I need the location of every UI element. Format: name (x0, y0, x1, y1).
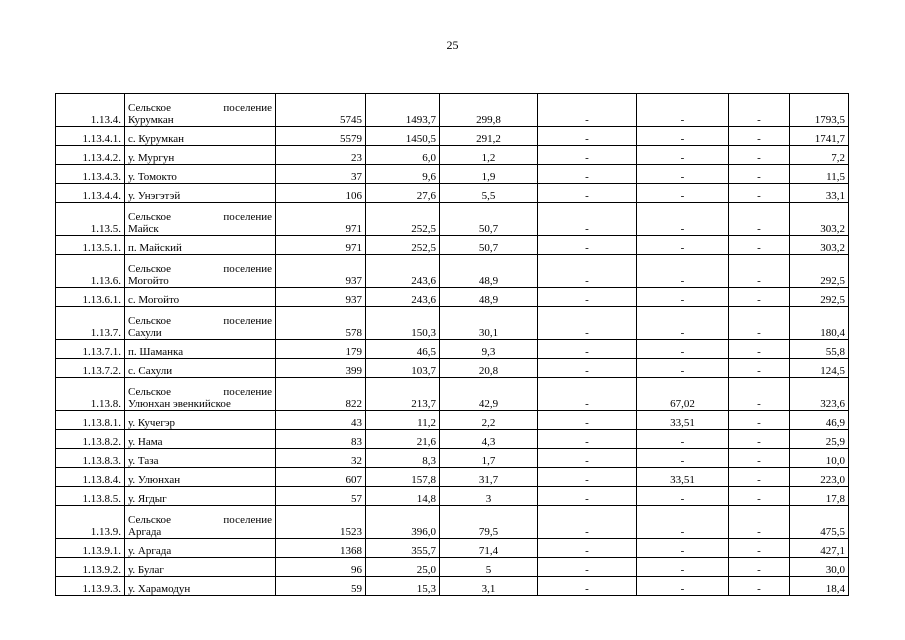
value-cell-4: - (637, 558, 729, 577)
value-cell-2: 291,2 (440, 127, 538, 146)
settlement-name-word: поселение (223, 102, 272, 114)
population-cell: 607 (276, 468, 366, 487)
settlement-name-word: поселение (223, 263, 272, 275)
value-cell-1: 396,0 (366, 506, 440, 539)
population-cell: 5745 (276, 94, 366, 127)
value-cell-1: 103,7 (366, 359, 440, 378)
settlement-name: у. Нама (125, 430, 276, 449)
table-row (56, 203, 849, 236)
table-row (56, 577, 849, 596)
table-row (56, 94, 849, 127)
table-row (56, 236, 849, 255)
value-cell-3: - (538, 411, 637, 430)
total-cell: 475,5 (790, 506, 849, 539)
value-cell-4: - (637, 539, 729, 558)
settlement-name: с. Курумкан (125, 127, 276, 146)
total-cell: 30,0 (790, 558, 849, 577)
population-cell: 179 (276, 340, 366, 359)
value-cell-3: - (538, 255, 637, 288)
value-cell-3: - (538, 558, 637, 577)
population-cell: 971 (276, 236, 366, 255)
row-code: 1.13.4.4. (56, 184, 125, 203)
value-cell-4: 33,51 (637, 411, 729, 430)
value-cell-2: 3,1 (440, 577, 538, 596)
settlement-name-word: поселение (223, 386, 272, 398)
value-cell-2: 31,7 (440, 468, 538, 487)
row-code: 1.13.8. (56, 378, 125, 411)
table-row (56, 340, 849, 359)
settlement-name: у. Аргада (125, 539, 276, 558)
total-cell: 303,2 (790, 203, 849, 236)
value-cell-5: - (729, 255, 790, 288)
value-cell-5: - (729, 288, 790, 307)
value-cell-3: - (538, 359, 637, 378)
total-cell: 55,8 (790, 340, 849, 359)
value-cell-1: 27,6 (366, 184, 440, 203)
settlement-name-word: Сельское (128, 211, 172, 223)
settlement-name: у. Булаг (125, 558, 276, 577)
value-cell-1: 252,5 (366, 203, 440, 236)
population-cell: 43 (276, 411, 366, 430)
value-cell-3: - (538, 94, 637, 127)
population-cell: 37 (276, 165, 366, 184)
value-cell-4: - (637, 165, 729, 184)
value-cell-3: - (538, 307, 637, 340)
settlement-name (125, 506, 276, 539)
value-cell-3: - (538, 127, 637, 146)
settlement-name: п. Шаманка (125, 340, 276, 359)
population-cell: 23 (276, 146, 366, 165)
value-cell-3: - (538, 430, 637, 449)
value-cell-3: - (538, 288, 637, 307)
settlement-name-word: Сельское (128, 386, 172, 398)
value-cell-1: 252,5 (366, 236, 440, 255)
value-cell-4: - (637, 288, 729, 307)
value-cell-1: 9,6 (366, 165, 440, 184)
population-cell: 1368 (276, 539, 366, 558)
value-cell-4: - (637, 359, 729, 378)
value-cell-3: - (538, 539, 637, 558)
settlement-name: у. Унэгэтэй (125, 184, 276, 203)
value-cell-2: 42,9 (440, 378, 538, 411)
row-code: 1.13.8.3. (56, 449, 125, 468)
value-cell-5: - (729, 307, 790, 340)
value-cell-5: - (729, 577, 790, 596)
total-cell: 33,1 (790, 184, 849, 203)
value-cell-3: - (538, 203, 637, 236)
row-code: 1.13.7.2. (56, 359, 125, 378)
population-cell: 96 (276, 558, 366, 577)
table-row (56, 487, 849, 506)
value-cell-2: 30,1 (440, 307, 538, 340)
value-cell-4: - (637, 577, 729, 596)
value-cell-2: 1,2 (440, 146, 538, 165)
total-cell: 10,0 (790, 449, 849, 468)
population-cell: 578 (276, 307, 366, 340)
total-cell: 292,5 (790, 255, 849, 288)
table-row (56, 449, 849, 468)
value-cell-2: 1,9 (440, 165, 538, 184)
value-cell-1: 1493,7 (366, 94, 440, 127)
settlement-name-line2: Курумкан (128, 114, 174, 126)
population-cell: 59 (276, 577, 366, 596)
row-code: 1.13.6. (56, 255, 125, 288)
value-cell-4: - (637, 430, 729, 449)
value-cell-1: 14,8 (366, 487, 440, 506)
value-cell-3: - (538, 340, 637, 359)
table-row (56, 411, 849, 430)
value-cell-4: 67,02 (637, 378, 729, 411)
row-code: 1.13.4. (56, 94, 125, 127)
settlement-name: с. Сахули (125, 359, 276, 378)
settlement-name (125, 307, 276, 340)
value-cell-5: - (729, 184, 790, 203)
table-row (56, 307, 849, 340)
value-cell-5: - (729, 378, 790, 411)
value-cell-2: 50,7 (440, 203, 538, 236)
value-cell-5: - (729, 487, 790, 506)
value-cell-3: - (538, 468, 637, 487)
value-cell-4: - (637, 506, 729, 539)
table-row (56, 288, 849, 307)
value-cell-2: 1,7 (440, 449, 538, 468)
value-cell-1: 6,0 (366, 146, 440, 165)
settlement-name-word: Сельское (128, 315, 172, 327)
value-cell-5: - (729, 94, 790, 127)
population-cell: 57 (276, 487, 366, 506)
population-cell: 106 (276, 184, 366, 203)
value-cell-3: - (538, 378, 637, 411)
table-row (56, 378, 849, 411)
value-cell-1: 243,6 (366, 288, 440, 307)
total-cell: 7,2 (790, 146, 849, 165)
settlement-name-word: поселение (223, 514, 272, 526)
value-cell-2: 20,8 (440, 359, 538, 378)
table-row (56, 165, 849, 184)
total-cell: 427,1 (790, 539, 849, 558)
population-cell: 971 (276, 203, 366, 236)
row-code: 1.13.4.2. (56, 146, 125, 165)
value-cell-5: - (729, 411, 790, 430)
total-cell: 1741,7 (790, 127, 849, 146)
table-row (56, 359, 849, 378)
settlement-name (125, 203, 276, 236)
row-code: 1.13.9. (56, 506, 125, 539)
settlement-name: у. Харамодун (125, 577, 276, 596)
settlement-name: у. Мургун (125, 146, 276, 165)
row-code: 1.13.9.3. (56, 577, 125, 596)
value-cell-1: 21,6 (366, 430, 440, 449)
population-cell: 83 (276, 430, 366, 449)
settlement-name: с. Могойто (125, 288, 276, 307)
value-cell-1: 46,5 (366, 340, 440, 359)
total-cell: 17,8 (790, 487, 849, 506)
total-cell: 223,0 (790, 468, 849, 487)
value-cell-1: 157,8 (366, 468, 440, 487)
population-cell: 937 (276, 288, 366, 307)
value-cell-4: - (637, 184, 729, 203)
settlement-name: у. Кучегэр (125, 411, 276, 430)
value-cell-4: - (637, 94, 729, 127)
settlement-name-word: Сельское (128, 263, 172, 275)
value-cell-2: 2,2 (440, 411, 538, 430)
settlement-name (125, 378, 276, 411)
settlement-name-line2: Улюнхан эвенкийское (128, 398, 231, 410)
value-cell-3: - (538, 577, 637, 596)
total-cell: 323,6 (790, 378, 849, 411)
value-cell-3: - (538, 184, 637, 203)
value-cell-2: 4,3 (440, 430, 538, 449)
total-cell: 46,9 (790, 411, 849, 430)
value-cell-1: 11,2 (366, 411, 440, 430)
value-cell-2: 71,4 (440, 539, 538, 558)
population-cell: 937 (276, 255, 366, 288)
total-cell: 292,5 (790, 288, 849, 307)
value-cell-2: 9,3 (440, 340, 538, 359)
value-cell-1: 243,6 (366, 255, 440, 288)
table-row (56, 127, 849, 146)
value-cell-5: - (729, 506, 790, 539)
value-cell-5: - (729, 165, 790, 184)
value-cell-5: - (729, 236, 790, 255)
population-cell: 1523 (276, 506, 366, 539)
settlement-name-line2: Майск (128, 223, 159, 235)
population-cell: 399 (276, 359, 366, 378)
value-cell-1: 1450,5 (366, 127, 440, 146)
settlement-table (55, 93, 849, 596)
row-code: 1.13.4.3. (56, 165, 125, 184)
value-cell-4: - (637, 255, 729, 288)
settlement-name-line2: Сахули (128, 327, 162, 339)
value-cell-4: - (637, 236, 729, 255)
settlement-name: п. Майский (125, 236, 276, 255)
settlement-name-word: Сельское (128, 514, 172, 526)
value-cell-5: - (729, 203, 790, 236)
value-cell-2: 48,9 (440, 255, 538, 288)
value-cell-5: - (729, 127, 790, 146)
value-cell-3: - (538, 236, 637, 255)
row-code: 1.13.8.2. (56, 430, 125, 449)
total-cell: 180,4 (790, 307, 849, 340)
total-cell: 124,5 (790, 359, 849, 378)
row-code: 1.13.9.1. (56, 539, 125, 558)
table-row (56, 468, 849, 487)
value-cell-5: - (729, 430, 790, 449)
value-cell-4: - (637, 307, 729, 340)
value-cell-3: - (538, 506, 637, 539)
settlement-name: у. Ягдыг (125, 487, 276, 506)
value-cell-2: 79,5 (440, 506, 538, 539)
value-cell-4: - (637, 127, 729, 146)
value-cell-5: - (729, 340, 790, 359)
value-cell-1: 15,3 (366, 577, 440, 596)
population-cell: 822 (276, 378, 366, 411)
value-cell-2: 48,9 (440, 288, 538, 307)
total-cell: 18,4 (790, 577, 849, 596)
value-cell-2: 5 (440, 558, 538, 577)
value-cell-3: - (538, 487, 637, 506)
settlement-name-word: Сельское (128, 102, 172, 114)
row-code: 1.13.9.2. (56, 558, 125, 577)
value-cell-5: - (729, 558, 790, 577)
value-cell-4: - (637, 449, 729, 468)
population-cell: 32 (276, 449, 366, 468)
row-code: 1.13.5. (56, 203, 125, 236)
value-cell-2: 5,5 (440, 184, 538, 203)
value-cell-2: 50,7 (440, 236, 538, 255)
row-code: 1.13.8.1. (56, 411, 125, 430)
total-cell: 25,9 (790, 430, 849, 449)
row-code: 1.13.7. (56, 307, 125, 340)
row-code: 1.13.8.4. (56, 468, 125, 487)
settlement-name-word: поселение (223, 315, 272, 327)
table-row (56, 558, 849, 577)
settlement-name-line2: Аргада (128, 526, 162, 538)
value-cell-2: 3 (440, 487, 538, 506)
page-number: 25 (446, 38, 459, 52)
settlement-name: у. Улюнхан (125, 468, 276, 487)
value-cell-5: - (729, 468, 790, 487)
value-cell-5: - (729, 449, 790, 468)
settlement-name-line2: Могойто (128, 275, 169, 287)
settlement-name: у. Таза (125, 449, 276, 468)
value-cell-1: 25,0 (366, 558, 440, 577)
settlement-name (125, 255, 276, 288)
value-cell-1: 150,3 (366, 307, 440, 340)
table-row (56, 146, 849, 165)
value-cell-5: - (729, 539, 790, 558)
table-row (56, 539, 849, 558)
value-cell-3: - (538, 146, 637, 165)
row-code: 1.13.6.1. (56, 288, 125, 307)
total-cell: 1793,5 (790, 94, 849, 127)
value-cell-3: - (538, 165, 637, 184)
value-cell-1: 8,3 (366, 449, 440, 468)
value-cell-1: 355,7 (366, 539, 440, 558)
value-cell-4: - (637, 340, 729, 359)
population-cell: 5579 (276, 127, 366, 146)
table-row (56, 184, 849, 203)
value-cell-2: 299,8 (440, 94, 538, 127)
value-cell-5: - (729, 146, 790, 165)
value-cell-4: - (637, 146, 729, 165)
value-cell-5: - (729, 359, 790, 378)
value-cell-3: - (538, 449, 637, 468)
total-cell: 11,5 (790, 165, 849, 184)
value-cell-1: 213,7 (366, 378, 440, 411)
value-cell-4: 33,51 (637, 468, 729, 487)
value-cell-4: - (637, 203, 729, 236)
table-row (56, 255, 849, 288)
row-code: 1.13.8.5. (56, 487, 125, 506)
table-row (56, 506, 849, 539)
row-code: 1.13.5.1. (56, 236, 125, 255)
settlement-name (125, 94, 276, 127)
row-code: 1.13.7.1. (56, 340, 125, 359)
table-row (56, 430, 849, 449)
settlement-name: у. Томокто (125, 165, 276, 184)
row-code: 1.13.4.1. (56, 127, 125, 146)
value-cell-4: - (637, 487, 729, 506)
settlement-name-word: поселение (223, 211, 272, 223)
total-cell: 303,2 (790, 236, 849, 255)
